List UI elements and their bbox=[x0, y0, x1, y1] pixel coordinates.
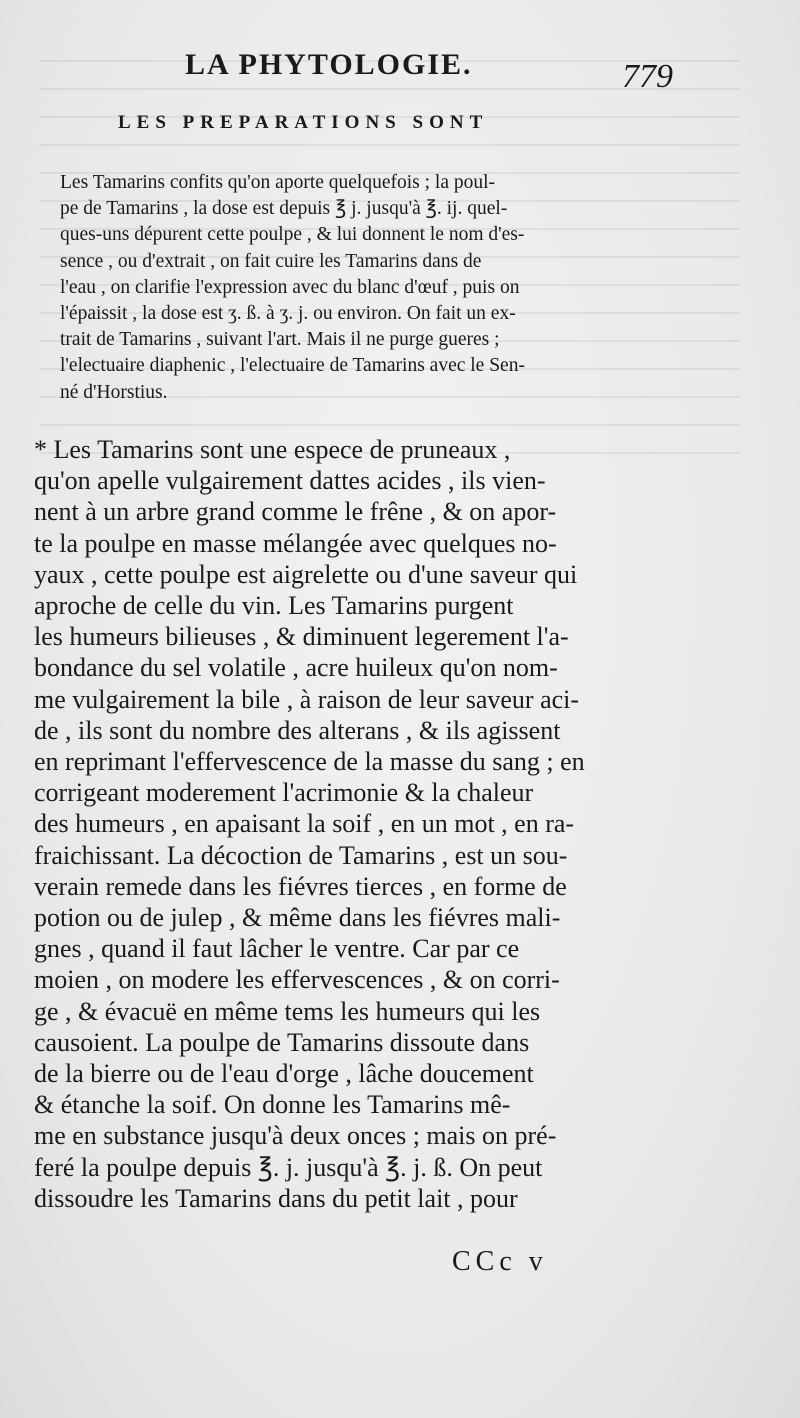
note-line: aproche de celle du vin. Les Tamarins purgent bbox=[34, 591, 514, 621]
preparations-line: né d'Horstius. bbox=[60, 381, 168, 403]
preparations-line: Les Tamarins confits qu'on aporte quelquefois ; la poul- bbox=[60, 172, 496, 193]
note-line: les humeurs bilieuses , & diminuent legerement l'a- bbox=[34, 622, 569, 652]
note-line: potion ou de julep , & même dans les fiévres mali- bbox=[34, 903, 561, 933]
note-line: yaux , cette poulpe est aigrelette ou d'une saveur qui bbox=[34, 559, 578, 589]
note-line: moien , on modere les effervescences , & on corri- bbox=[34, 965, 560, 995]
note-line: feré la poulpe depuis ℥. j. jusqu'à ℥. j. ß. On peut bbox=[34, 1152, 543, 1182]
preparations-line: ques-uns dépurent cette poulpe , & lui donnent le nom d'es- bbox=[60, 224, 525, 246]
note-paragraph bbox=[34, 434, 680, 1214]
note-line: gnes , quand il faut lâcher le ventre. Car par ce bbox=[34, 934, 520, 964]
preparations-line: trait de Tamarins , suivant l'art. Mais il ne purge gueres ; bbox=[60, 329, 500, 351]
note-line: de , ils sont du nombre des alterans , & ils agissent bbox=[34, 715, 561, 745]
note-line: te la poulpe en masse mélangée avec quelques no- bbox=[34, 528, 557, 558]
note-line: * Les Tamarins sont une espece de pruneaux , bbox=[34, 435, 511, 464]
running-head: LA PHYTOLOGIE. bbox=[185, 48, 473, 81]
note-line: nent à un arbre grand comme le frêne , & on apor- bbox=[34, 497, 557, 527]
catchword-signature: CCc v bbox=[452, 1246, 548, 1277]
note-line: des humeurs , en apaisant la soif , en un mot , en ra- bbox=[34, 809, 575, 839]
note-line: qu'on apelle vulgairement dattes acides , ils vien- bbox=[34, 466, 546, 496]
preparations-line: l'eau , on clarifie l'expression avec du blanc d'œuf , puis on bbox=[60, 276, 520, 298]
note-line: & étanche la soif. On donne les Tamarins mê- bbox=[34, 1090, 511, 1120]
note-line: corrigeant moderement l'acrimonie & la chaleur bbox=[34, 778, 534, 808]
page-number: 779 bbox=[622, 58, 673, 95]
note-line: de la bierre ou de l'eau d'orge , lâche doucement bbox=[34, 1059, 534, 1089]
note-line: bondance du sel volatile , acre huileux qu'on nom- bbox=[34, 653, 558, 683]
note-line: me en substance jusqu'à deux onces ; mais on pré- bbox=[34, 1121, 557, 1151]
preparations-paragraph bbox=[60, 170, 680, 406]
section-heading: LES PREPARATIONS SONT bbox=[118, 112, 489, 133]
note-line: dissoudre les Tamarins dans du petit lait , pour bbox=[34, 1183, 518, 1213]
note-line: me vulgairement la bile , à raison de leur saveur aci- bbox=[34, 684, 580, 714]
note-line: causoient. La poulpe de Tamarins dissoute dans bbox=[34, 1027, 530, 1057]
preparations-line: l'electuaire diaphenic , l'electuaire de Tamarins avec le Sen- bbox=[60, 355, 525, 377]
note-line: en reprimant l'effervescence de la masse du sang ; en bbox=[34, 747, 585, 777]
note-line: fraichissant. La décoction de Tamarins , est un sou- bbox=[34, 840, 568, 870]
note-line: ge , & évacuë en même tems les humeurs qui les bbox=[34, 996, 541, 1026]
preparations-line: pe de Tamarins , la dose est depuis ℥ j. jusqu'à ℥. ij. quel- bbox=[60, 198, 508, 220]
preparations-line: l'épaissit , la dose est ʒ. ß. à ʒ. j. ou environ. On fait un ex- bbox=[60, 303, 516, 325]
preparations-line: sence , ou d'extrait , on fait cuire les Tamarins dans de bbox=[60, 250, 482, 272]
note-line: verain remede dans les fiévres tierces , en forme de bbox=[34, 871, 567, 901]
